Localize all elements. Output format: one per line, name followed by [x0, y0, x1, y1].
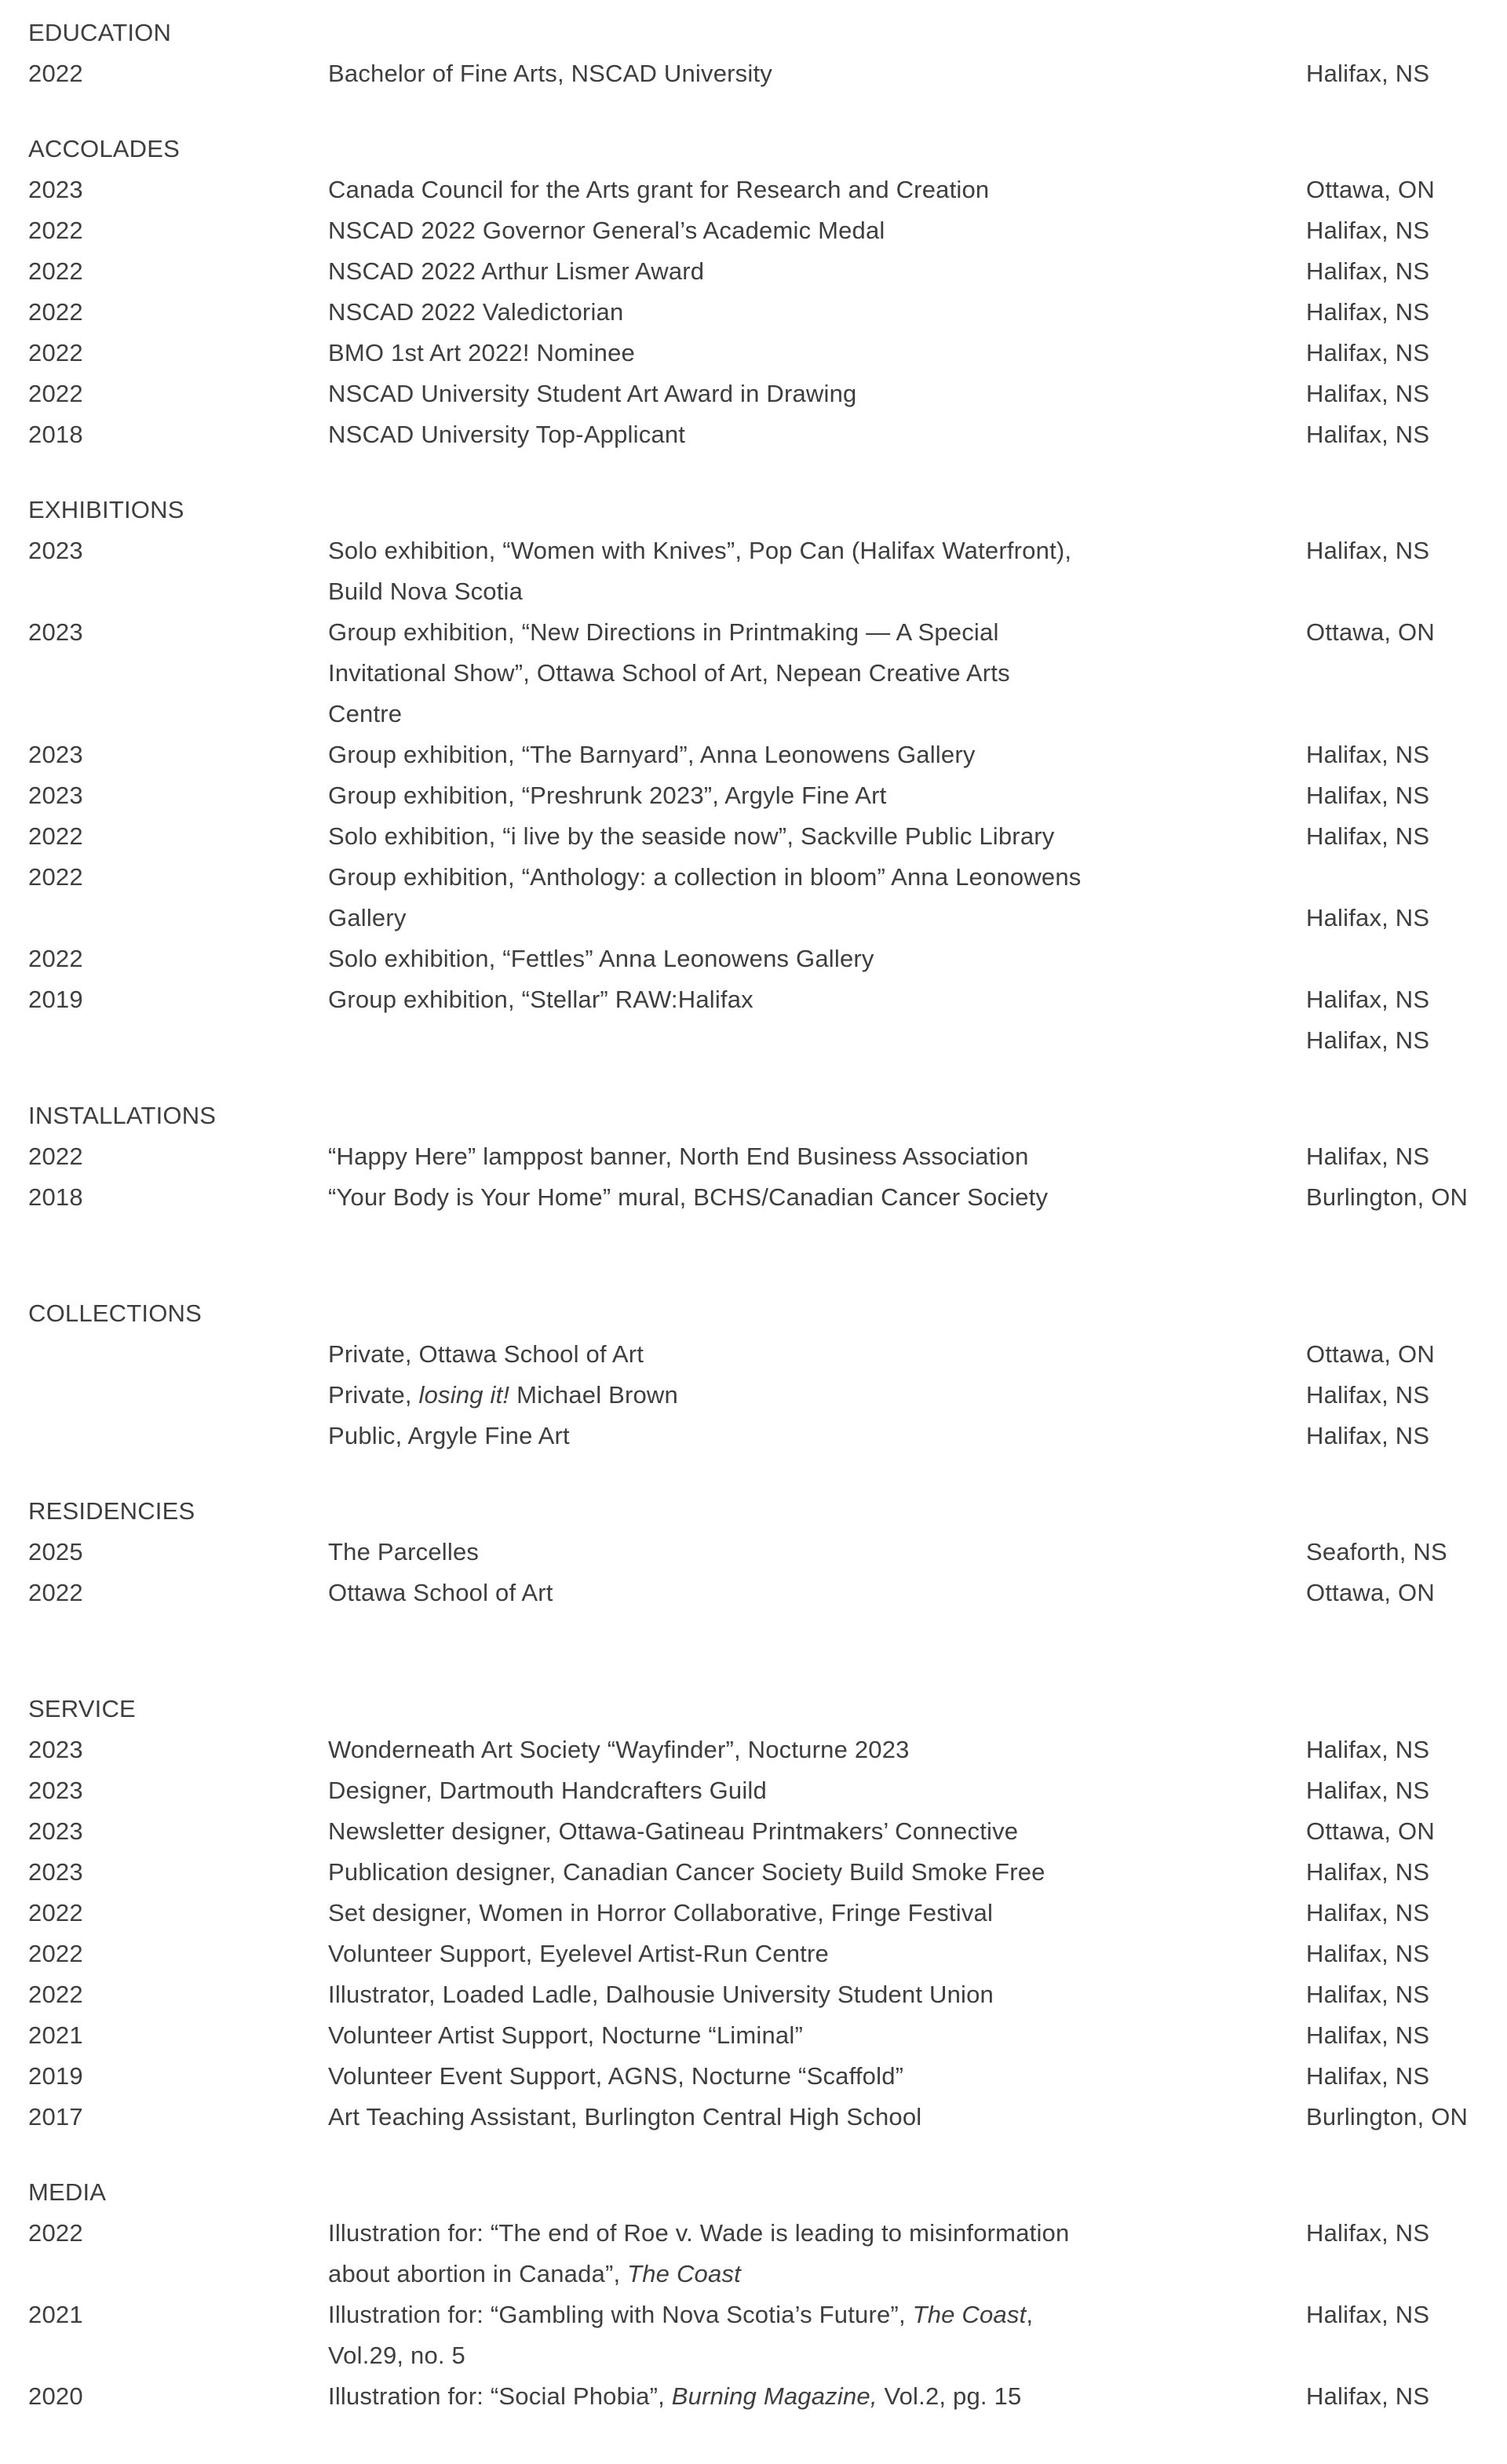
cv-row-line: [28, 1573, 1463, 1613]
section-installations: [28, 1095, 1469, 1218]
cv-row-line: [28, 53, 1463, 94]
entry-year: 2023: [28, 1858, 83, 1886]
cv-row-line: [28, 1893, 1463, 1934]
cv-row-line: [28, 775, 1463, 816]
entry-year: 2023: [28, 782, 83, 809]
entry-description: [328, 1416, 1306, 1456]
entry-year: 2022: [28, 257, 83, 285]
entry-description: [328, 1811, 1306, 1852]
entry-description: [328, 333, 1306, 374]
cv-row-line: [28, 1177, 1469, 1218]
entry-description-segment: Build Nova Scotia: [328, 578, 524, 605]
entry-description-segment: Private, Ottawa School of Art: [328, 1340, 644, 1368]
entry-year: 2022: [28, 945, 83, 972]
entry-year: 2018: [28, 421, 83, 448]
entry-location: Halifax, NS: [1306, 2219, 1430, 2247]
entry-description-segment-italic: losing it!: [418, 1381, 510, 1409]
entry-description: [328, 292, 1306, 333]
entry-location: Burlington, ON: [1306, 1183, 1469, 1211]
cv-row-line: [28, 734, 1463, 775]
entry-location: Halifax, NS: [1306, 782, 1430, 809]
entry-description-segment: The Parcelles: [328, 1538, 480, 1566]
entry-description-segment: Michael Brown: [509, 1381, 678, 1409]
entry-location: Halifax, NS: [1306, 257, 1430, 285]
entry-description-segment: Vol.29, no. 5: [328, 2342, 465, 2369]
entry-location: Seaforth, NS: [1306, 1538, 1447, 1566]
entry-description: [328, 1334, 1306, 1375]
entry-year: 2023: [28, 741, 83, 768]
cv-row-line: [28, 2015, 1463, 2056]
entry-description: [328, 2335, 1306, 2376]
section-title-collections: COLLECTIONS: [28, 1299, 202, 1327]
entry-description-segment: NSCAD University Top-Applicant: [328, 421, 686, 448]
entry-location: Halifax, NS: [1306, 1981, 1430, 2008]
entry-year: 2023: [28, 618, 83, 646]
entry-description-segment: Art Teaching Assistant, Burlington Central High School: [328, 2103, 922, 2130]
cv-row-line: [28, 939, 1463, 979]
entry-year: 2022: [28, 863, 83, 891]
entry-description-segment: Group exhibition, “Preshrunk 2023”, Argyle Fine Art: [328, 782, 887, 809]
cv-row-line: [28, 333, 1463, 374]
entry-description-segment: about abortion in Canada”,: [328, 2260, 628, 2287]
entry-description-segment: Centre: [328, 700, 403, 727]
cv-row-line: [28, 1532, 1463, 1573]
entry-location: Ottawa, ON: [1306, 1340, 1435, 1368]
entry-description: [328, 530, 1306, 571]
entry-description: [328, 2097, 1306, 2138]
entry-location: Halifax, NS: [1306, 2062, 1430, 2090]
entry-description-segment: Illustration for: “The end of Roe v. Wade is leading to misinformation: [328, 2219, 1070, 2247]
cv-row-line: [28, 2254, 1463, 2295]
entry-location: Halifax, NS: [1306, 1422, 1430, 1449]
entry-description-segment: NSCAD 2022 Governor General’s Academic Medal: [328, 217, 885, 244]
section-title-education: EDUCATION: [28, 19, 172, 46]
entry-location: Burlington, ON: [1306, 2103, 1469, 2130]
entry-description: [328, 1573, 1306, 1613]
entry-description-segment: Group exhibition, “New Directions in Printmaking — A Special: [328, 618, 999, 646]
entry-year: 2020: [28, 2382, 83, 2410]
entry-year: 2022: [28, 1899, 83, 1926]
entry-description-segment: Gallery: [328, 904, 407, 931]
entry-year: 2022: [28, 822, 83, 850]
section-service: [28, 1689, 1469, 2138]
entry-year: 2019: [28, 2062, 83, 2090]
entry-description-segment: Wonderneath Art Society “Wayfinder”, Nocturne 2023: [328, 1736, 910, 1763]
entry-location: Halifax, NS: [1306, 1736, 1430, 1763]
entry-description-segment: “Happy Here” lamppost banner, North End Business Association: [328, 1143, 1029, 1170]
section-title-accolades: ACCOLADES: [28, 135, 181, 162]
entry-description-segment: Newsletter designer, Ottawa-Gatineau Printmakers’ Connective: [328, 1817, 1019, 1845]
entry-description: [328, 1852, 1306, 1893]
cv-row-line: [28, 1730, 1463, 1770]
entry-year: 2023: [28, 1777, 83, 1804]
entry-description-segment: Group exhibition, “The Barnyard”, Anna Leonowens Gallery: [328, 741, 976, 768]
entry-year: 2022: [28, 1940, 83, 1967]
cv-row-line: [28, 1852, 1463, 1893]
cv-row-line: [28, 2213, 1463, 2254]
cv-row-line: [28, 571, 1463, 612]
entry-description-segment-italic: Burning Magazine,: [671, 2382, 878, 2410]
section-education: [28, 13, 1463, 94]
entry-location: Ottawa, ON: [1306, 176, 1435, 203]
cv-row-line: [28, 2376, 1463, 2417]
entry-location: Ottawa, ON: [1306, 618, 1435, 646]
entry-description: [328, 571, 1306, 612]
entry-location: Halifax, NS: [1306, 537, 1430, 564]
entry-description: [328, 734, 1306, 775]
entry-description: [328, 898, 1306, 939]
entry-description: [328, 1934, 1306, 1974]
entry-description: [328, 2213, 1306, 2254]
cv-row-line: [28, 2097, 1469, 2138]
entry-year: 2022: [28, 380, 83, 407]
entry-year: 2021: [28, 2301, 83, 2328]
entry-year: 2022: [28, 2219, 83, 2247]
entry-description: [328, 2376, 1306, 2417]
entry-description: [328, 1730, 1306, 1770]
cv-row-line: [28, 210, 1463, 251]
cv-row-line: [28, 1375, 1463, 1416]
section-title-media: MEDIA: [28, 2178, 107, 2206]
entry-location: Halifax, NS: [1306, 380, 1430, 407]
entry-location: Halifax, NS: [1306, 298, 1430, 326]
section-exhibitions: [28, 490, 1463, 1061]
entry-description-segment: Solo exhibition, “Women with Knives”, Pop Can (Halifax Waterfront),: [328, 537, 1072, 564]
section-title-service: SERVICE: [28, 1695, 136, 1722]
entry-description: [328, 1136, 1306, 1177]
cv-row-line: [28, 2056, 1463, 2097]
cv-row-line: [28, 251, 1463, 292]
entry-description: [328, 414, 1306, 455]
entry-description-segment: NSCAD 2022 Valedictorian: [328, 298, 624, 326]
cv-row-line: [28, 1416, 1463, 1456]
entry-description-segment: Solo exhibition, “Fettles” Anna Leonowens Gallery: [328, 945, 874, 972]
entry-year: 2022: [28, 1981, 83, 2008]
cv-row-line: [28, 898, 1463, 939]
entry-description-segment: Publication designer, Canadian Cancer Society Build Smoke Free: [328, 1858, 1045, 1886]
entry-description: [328, 612, 1306, 653]
section-title-installations: INSTALLATIONS: [28, 1102, 217, 1129]
entry-description-segment: Volunteer Support, Eyelevel Artist-Run Centre: [328, 1940, 829, 1967]
section-title-exhibitions: EXHIBITIONS: [28, 496, 184, 523]
entry-location: Halifax, NS: [1306, 60, 1430, 87]
cv-row-line: [28, 816, 1463, 857]
entry-description-segment: Set designer, Women in Horror Collaborative, Fringe Festival: [328, 1899, 994, 1926]
entry-location: Halifax, NS: [1306, 2021, 1430, 2049]
entry-year: 2022: [28, 298, 83, 326]
entry-year: 2017: [28, 2103, 83, 2130]
cv-row-line: [28, 1020, 1463, 1061]
entry-description-segment: Solo exhibition, “i live by the seaside now”, Sackville Public Library: [328, 822, 1055, 850]
artist-cv-document: [28, 13, 1469, 2417]
cv-row-line: [28, 1974, 1463, 2015]
cv-row-line: [28, 1934, 1463, 1974]
entry-description-segment: Volunteer Event Support, AGNS, Nocturne “Scaffold”: [328, 2062, 904, 2090]
entry-year: 2019: [28, 986, 83, 1013]
entry-description-segment: “Your Body is Your Home” mural, BCHS/Canadian Cancer Society: [328, 1183, 1049, 1211]
entry-location: Halifax, NS: [1306, 339, 1430, 366]
entry-description: [328, 169, 1306, 210]
cv-row-line: [28, 1334, 1463, 1375]
cv-row-line: [28, 694, 1463, 734]
entry-description: [328, 979, 1306, 1020]
entry-description: [328, 939, 1306, 979]
entry-description-segment: Invitational Show”, Ottawa School of Art, Nepean Creative Arts: [328, 659, 1010, 687]
entry-description: [328, 775, 1306, 816]
entry-description: [328, 251, 1306, 292]
entry-location: Halifax, NS: [1306, 1858, 1430, 1886]
entry-location: Halifax, NS: [1306, 2301, 1430, 2328]
section-media: [28, 2172, 1463, 2417]
cv-row-line: [28, 1136, 1463, 1177]
section-title-residencies: RESIDENCIES: [28, 1497, 195, 1525]
entry-location: Halifax, NS: [1306, 822, 1430, 850]
entry-description: [328, 2295, 1306, 2335]
entry-description-segment: ,: [1026, 2301, 1034, 2328]
section-residencies: [28, 1491, 1463, 1613]
section-accolades: [28, 129, 1463, 455]
entry-description: [328, 1532, 1306, 1573]
cv-row-line: [28, 1811, 1463, 1852]
cv-row-line: [28, 612, 1463, 653]
entry-year: 2021: [28, 2021, 83, 2049]
cv-row-line: [28, 2295, 1463, 2335]
entry-description: [328, 2254, 1306, 2295]
cv-row-line: [28, 857, 1463, 898]
entry-description: [328, 374, 1306, 414]
entry-description-segment: Illustrator, Loaded Ladle, Dalhousie University Student Union: [328, 1981, 994, 2008]
entry-description: [328, 1177, 1306, 1218]
entry-location: Halifax, NS: [1306, 1143, 1430, 1170]
entry-location: Halifax, NS: [1306, 217, 1430, 244]
entry-location: Ottawa, ON: [1306, 1579, 1435, 1606]
entry-description-segment: NSCAD 2022 Arthur Lismer Award: [328, 257, 705, 285]
entry-location: Halifax, NS: [1306, 741, 1430, 768]
entry-description-segment: NSCAD University Student Art Award in Drawing: [328, 380, 857, 407]
entry-description: [328, 1893, 1306, 1934]
entry-location: Halifax, NS: [1306, 1026, 1430, 1054]
entry-location: Halifax, NS: [1306, 986, 1430, 1013]
entry-year: 2022: [28, 60, 83, 87]
cv-row-line: [28, 530, 1463, 571]
entry-year: 2022: [28, 1143, 83, 1170]
entry-description: [328, 857, 1306, 898]
entry-description-segment: Bachelor of Fine Arts, NSCAD University: [328, 60, 772, 87]
entry-location: Ottawa, ON: [1306, 1817, 1435, 1845]
entry-year: 2023: [28, 1817, 83, 1845]
entry-description-segment: BMO 1st Art 2022! Nominee: [328, 339, 635, 366]
entry-description: [328, 816, 1306, 857]
entry-description-segment: Designer, Dartmouth Handcrafters Guild: [328, 1777, 767, 1804]
entry-year: 2023: [28, 537, 83, 564]
entry-description-segment-italic: The Coast: [912, 2301, 1027, 2328]
entry-year: 2023: [28, 1736, 83, 1763]
entry-location: Halifax, NS: [1306, 1381, 1430, 1409]
entry-description-segment: Ottawa School of Art: [328, 1579, 553, 1606]
section-collections: [28, 1293, 1463, 1456]
entry-description-segment: Illustration for: “Gambling with Nova Scotia’s Future”,: [328, 2301, 913, 2328]
cv-row-line: [28, 374, 1463, 414]
entry-location: Halifax, NS: [1306, 904, 1430, 931]
cv-row-line: [28, 979, 1463, 1020]
cv-row-line: [28, 169, 1463, 210]
entry-description: [328, 1974, 1306, 2015]
entry-description: [328, 2015, 1306, 2056]
entry-location: Halifax, NS: [1306, 421, 1430, 448]
entry-location: Halifax, NS: [1306, 1940, 1430, 1967]
cv-row-line: [28, 414, 1463, 455]
entry-description: [328, 1770, 1306, 1811]
entry-description-segment: Canada Council for the Arts grant for Research and Creation: [328, 176, 990, 203]
entry-description-segment: Group exhibition, “Stellar” RAW:Halifax: [328, 986, 754, 1013]
entry-description-segment: Group exhibition, “Anthology: a collection in bloom” Anna Leonowens: [328, 863, 1082, 891]
entry-year: 2022: [28, 1579, 83, 1606]
entry-description: [328, 1375, 1306, 1416]
cv-row-line: [28, 1770, 1463, 1811]
entry-description: [328, 53, 1306, 94]
cv-row-line: [28, 2335, 1463, 2376]
entry-description: [328, 2056, 1306, 2097]
entry-description-segment: Illustration for: “Social Phobia”,: [328, 2382, 672, 2410]
cv-row-line: [28, 292, 1463, 333]
entry-year: 2022: [28, 339, 83, 366]
entry-description-segment: Vol.2, pg. 15: [877, 2382, 1022, 2410]
entry-description: [328, 694, 1306, 734]
cv-row-line: [28, 653, 1463, 694]
entry-year: 2022: [28, 217, 83, 244]
entry-description-segment: Volunteer Artist Support, Nocturne “Liminal”: [328, 2021, 803, 2049]
entry-description-segment-italic: The Coast: [627, 2260, 741, 2287]
entry-year: 2023: [28, 176, 83, 203]
entry-year: 2018: [28, 1183, 83, 1211]
entry-year: 2025: [28, 1538, 83, 1566]
entry-description-segment: Private,: [328, 1381, 419, 1409]
entry-description: [328, 210, 1306, 251]
entry-location: Halifax, NS: [1306, 1899, 1430, 1926]
entry-location: Halifax, NS: [1306, 1777, 1430, 1804]
entry-location: Halifax, NS: [1306, 2382, 1430, 2410]
entry-description: [328, 653, 1306, 694]
entry-description-segment: Public, Argyle Fine Art: [328, 1422, 570, 1449]
